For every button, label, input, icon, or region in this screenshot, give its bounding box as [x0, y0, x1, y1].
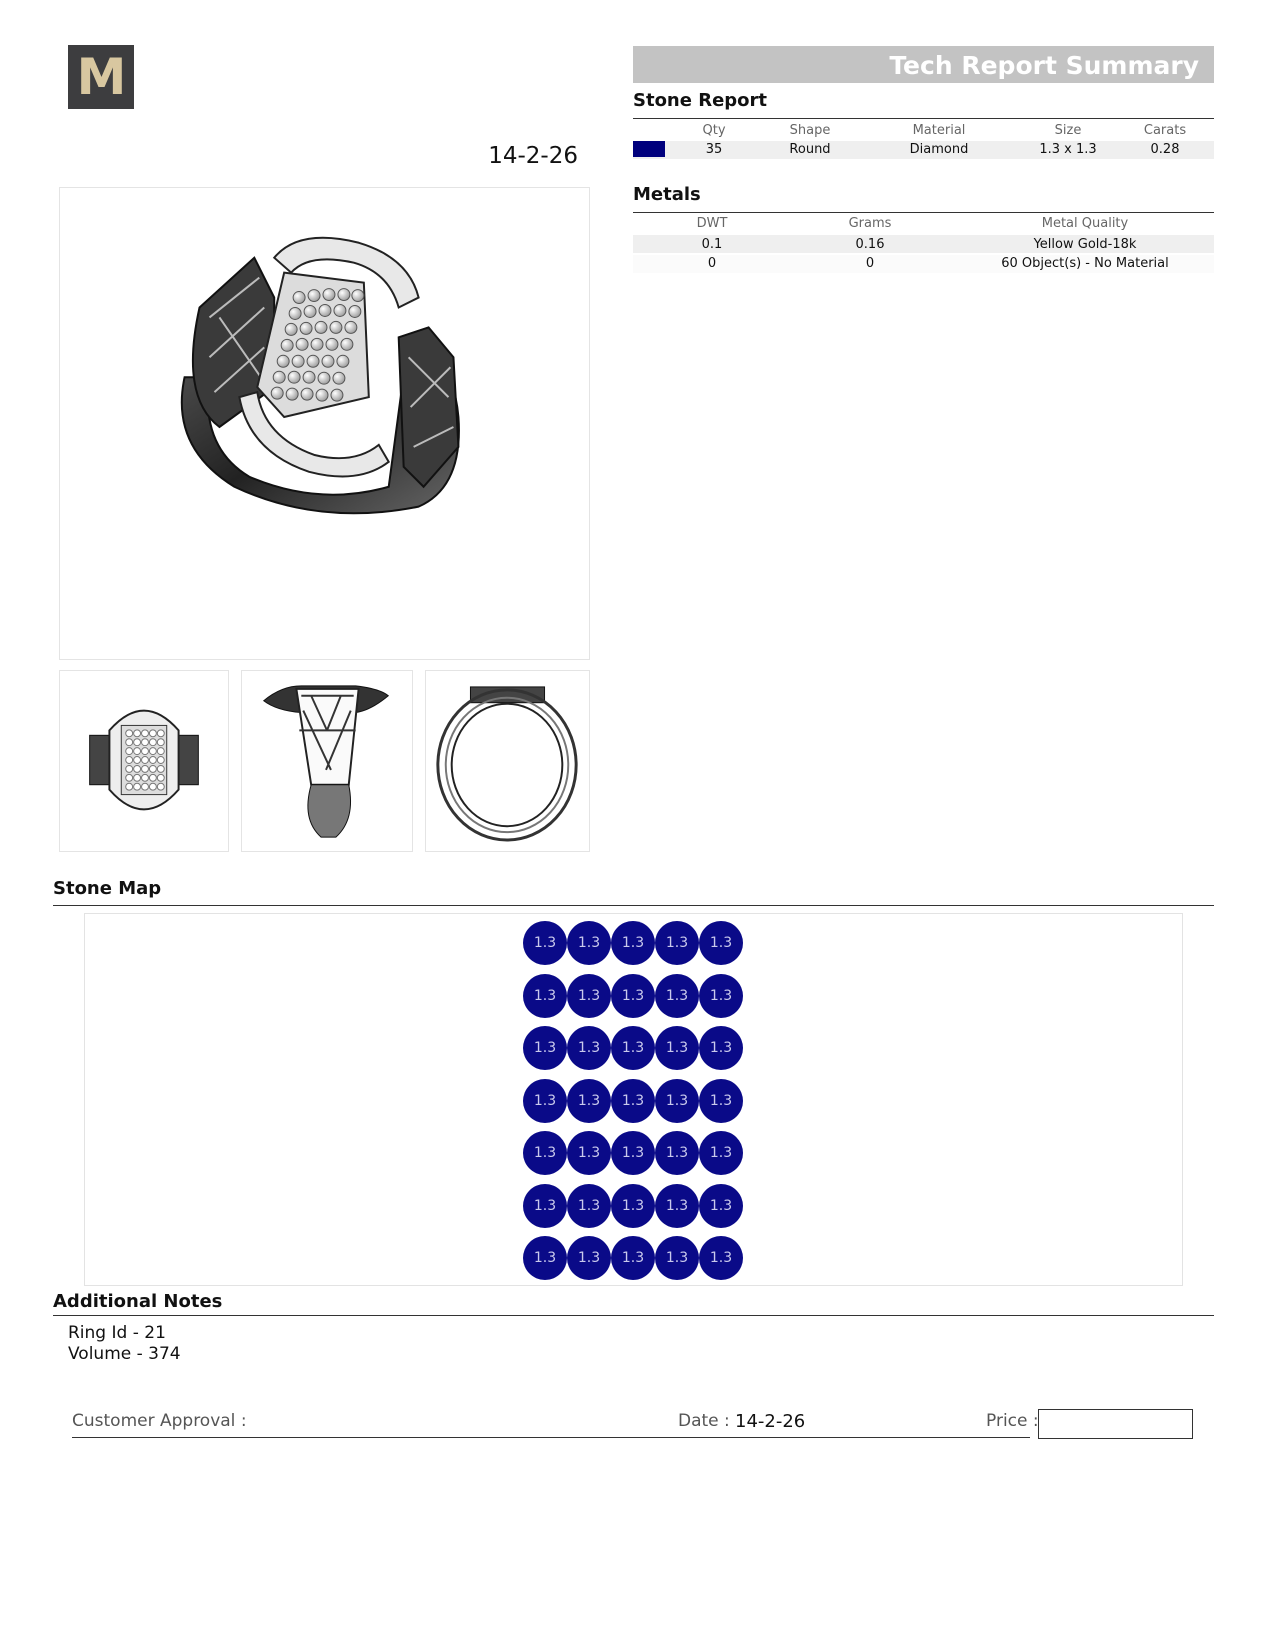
stone-map-stone: 1.3: [567, 1184, 611, 1228]
price-field[interactable]: [1038, 1409, 1193, 1439]
stone-map-stone: 1.3: [611, 974, 655, 1018]
column-header-size: Size: [1054, 123, 1082, 138]
metals-heading: Metals: [633, 184, 701, 205]
stone-map-stone: 1.3: [523, 921, 567, 965]
stone-map-stone: 1.3: [611, 1079, 655, 1123]
stone-map-stone: 1.3: [523, 1184, 567, 1228]
stone-map-stone: 1.3: [699, 974, 743, 1018]
stone-map-stone: 1.3: [699, 1236, 743, 1280]
stone-map-stone: 1.3: [523, 1236, 567, 1280]
ring-top-view-thumbnail: [59, 670, 229, 852]
stone-shape: Round: [789, 142, 831, 157]
approval-date-value: 14-2-26: [735, 1411, 806, 1432]
stone-map: [84, 913, 1183, 1286]
stone-map-stone: 1.3: [699, 921, 743, 965]
report-title: Tech Report Summary: [889, 51, 1199, 80]
metal-quality: Yellow Gold-18k: [1033, 237, 1137, 252]
metal-quality: 60 Object(s) - No Material: [1001, 256, 1169, 271]
stone-map-stone: 1.3: [567, 1026, 611, 1070]
column-header-grams: Grams: [848, 216, 892, 231]
stone-map-stone: 1.3: [523, 974, 567, 1018]
company-logo: [68, 45, 134, 109]
stone-map-stone: 1.3: [699, 1079, 743, 1123]
logo-letter: M: [76, 48, 126, 106]
stone-map-stone: 1.3: [567, 1236, 611, 1280]
stone-map-stone: 1.3: [655, 974, 699, 1018]
stone-size: 1.3 x 1.3: [1039, 142, 1097, 157]
approval-signature-line: [72, 1437, 1030, 1438]
metal-grams: 0.16: [855, 237, 885, 252]
stone-map-heading: Stone Map: [53, 878, 162, 899]
stone-map-stone: 1.3: [567, 974, 611, 1018]
stone-material: Diamond: [909, 142, 969, 157]
ring-perspective-drawing: [60, 188, 589, 659]
ring-side-view-drawing: [242, 671, 412, 851]
metal-grams: 0: [865, 256, 875, 271]
stone-map-stone: 1.3: [655, 1079, 699, 1123]
customer-approval-label: Customer Approval :: [72, 1411, 247, 1431]
ring-side-view-thumbnail: [241, 670, 413, 852]
metal-dwt: 0: [707, 256, 717, 271]
stone-map-stone: 1.3: [523, 1131, 567, 1175]
stone-report-rule: [633, 118, 1214, 119]
stone-map-stone: 1.3: [699, 1026, 743, 1070]
ring-front-view-thumbnail: [425, 670, 590, 852]
stone-map-stone: 1.3: [699, 1184, 743, 1228]
stone-map-stone: 1.3: [655, 921, 699, 965]
stone-qty: 35: [705, 142, 723, 157]
column-header-metal-quality: Metal Quality: [1041, 216, 1129, 231]
report-title-bar: [633, 46, 1214, 83]
stone-map-stone: 1.3: [611, 1236, 655, 1280]
column-header-qty: Qty: [702, 123, 726, 138]
metal-dwt: 0.1: [701, 237, 723, 252]
stone-map-stone: 1.3: [611, 921, 655, 965]
stone-carats: 0.28: [1150, 142, 1180, 157]
metals-rule: [633, 212, 1214, 213]
column-header-material: Material: [912, 123, 966, 138]
stone-map-stone: 1.3: [655, 1236, 699, 1280]
approval-date-label: Date :: [678, 1411, 730, 1431]
additional-notes-rule: [53, 1315, 1214, 1316]
stone-map-stone: 1.3: [611, 1131, 655, 1175]
stone-map-stone: 1.3: [655, 1131, 699, 1175]
stone-map-rule: [53, 905, 1214, 906]
stone-map-stone: 1.3: [655, 1026, 699, 1070]
note-ring-id: Ring Id - 21: [68, 1323, 166, 1343]
stone-report-heading: Stone Report: [633, 90, 768, 111]
price-label: Price :: [986, 1411, 1039, 1431]
stone-map-stone: 1.3: [523, 1026, 567, 1070]
ring-top-view-drawing: [60, 671, 228, 851]
column-header-dwt: DWT: [696, 216, 728, 231]
stone-map-stone: 1.3: [567, 921, 611, 965]
column-header-shape: Shape: [789, 123, 831, 138]
note-volume: Volume - 374: [68, 1344, 181, 1364]
stone-map-stone: 1.3: [611, 1184, 655, 1228]
stone-color-swatch: [633, 141, 665, 157]
stone-map-stone: 1.3: [567, 1131, 611, 1175]
column-header-carats: Carats: [1143, 123, 1187, 138]
stone-map-stone: 1.3: [699, 1131, 743, 1175]
stone-map-stone: 1.3: [523, 1079, 567, 1123]
ring-main-view-image: [59, 187, 590, 660]
document-date: 14-2-26: [488, 143, 578, 169]
additional-notes-heading: Additional Notes: [53, 1291, 223, 1312]
stone-map-stone: 1.3: [611, 1026, 655, 1070]
stone-map-stone: 1.3: [567, 1079, 611, 1123]
stone-map-stone: 1.3: [655, 1184, 699, 1228]
ring-front-view-drawing: [426, 671, 589, 851]
